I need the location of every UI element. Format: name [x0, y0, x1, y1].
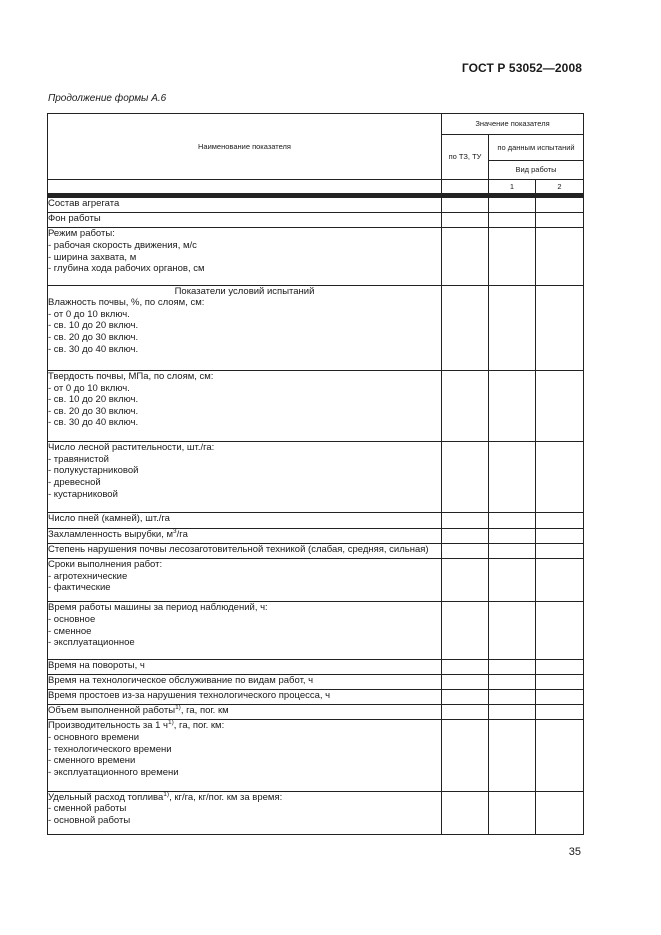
value-by-tz-cell[interactable] [442, 705, 489, 720]
table-row [48, 659, 584, 674]
indicator-name-cell [48, 528, 442, 543]
indicator-text-unit: /га [176, 528, 188, 540]
indicator-line: - полукустарниковой [48, 465, 139, 477]
form-caption: Продолжение формы А.6 [48, 93, 167, 104]
indicator-name-cell [48, 705, 442, 720]
table-row [48, 674, 584, 689]
value-work-2-cell[interactable] [536, 543, 584, 558]
indicator-line: - от 0 до 10 включ. [48, 308, 130, 320]
table-row [48, 720, 584, 791]
value-work-1-cell[interactable] [489, 228, 536, 285]
column-header-work-type: Вид работы [489, 161, 584, 180]
value-work-1-cell[interactable] [489, 513, 536, 528]
value-work-1-cell[interactable] [489, 370, 536, 441]
value-by-tz-cell[interactable] [442, 720, 489, 791]
indicator-line: - основное [48, 613, 96, 625]
indicator-line: Время на повороты, ч [48, 659, 145, 671]
indicator-line: Число лесной растительности, шт./га: [48, 442, 215, 454]
value-work-1-cell[interactable] [489, 674, 536, 689]
value-by-tz-cell[interactable] [442, 213, 489, 228]
indicator-line: Фон работы [48, 213, 101, 225]
value-work-1-cell[interactable] [489, 213, 536, 228]
indicator-text-unit: , кг/га, кг/пог. км за время: [169, 791, 283, 803]
indicator-line: - сменного времени [48, 755, 136, 767]
value-by-tz-cell[interactable] [442, 602, 489, 659]
value-work-1-cell[interactable] [489, 602, 536, 659]
indicator-line: - св. 10 до 20 включ. [48, 394, 139, 406]
indicator-name-cell [48, 559, 442, 602]
value-work-1-cell[interactable] [489, 690, 536, 705]
indicator-line: Сроки выполнения работ: [48, 559, 163, 571]
value-work-1-cell[interactable] [489, 543, 536, 558]
indicator-line: - эксплуатационное [48, 637, 135, 649]
value-by-tz-cell[interactable] [442, 659, 489, 674]
indicator-text: Степень нарушения почвы лесозаготовительной техникой (слабая, средняя, сильная) [48, 543, 429, 555]
indicator-line: - агротехнические [48, 570, 128, 582]
value-work-2-cell[interactable] [536, 690, 584, 705]
indicator-text [48, 792, 441, 804]
indicator-line: - технологического времени [48, 743, 172, 755]
table-row [48, 602, 584, 659]
indicator-text-unit: , га, пог. км [180, 705, 229, 717]
value-work-1-cell[interactable] [489, 285, 536, 370]
indicator-line: Время простоев из-за нарушения технологического процесса, ч [48, 690, 331, 701]
indicator-line: - древесной [48, 476, 101, 488]
value-by-tz-cell[interactable] [442, 543, 489, 558]
indicator-line: - глубина хода рабочих органов, см [48, 263, 205, 275]
footnote-marker: 3 [173, 527, 177, 535]
indicator-name-cell [48, 690, 442, 705]
indicator-line: - кустарниковой [48, 488, 118, 500]
indicator-name-cell [48, 674, 442, 689]
indicator-name-cell [48, 442, 442, 513]
indicator-name-cell [48, 228, 442, 285]
indicator-line: - от 0 до 10 включ. [48, 382, 130, 394]
value-by-tz-cell[interactable] [442, 198, 489, 213]
indicator-line: - св. 30 до 40 включ. [48, 343, 139, 355]
indicator-line: Твердость почвы, МПа, по слоям, см: [48, 370, 214, 382]
table-row [48, 370, 584, 441]
section-heading: Показатели условий испытаний [174, 285, 315, 297]
footnote-marker: 1) [175, 704, 181, 712]
indicator-text [48, 529, 441, 541]
value-work-2-cell[interactable] [536, 559, 584, 602]
indicator-line: Время на технологическое обслуживание по видам работ, ч [48, 674, 314, 686]
indicator-text-main: Удельный расход топлива [48, 791, 164, 803]
value-work-2-cell[interactable] [536, 213, 584, 228]
value-work-2-cell[interactable] [536, 513, 584, 528]
header-empty-cell [48, 180, 442, 194]
indicator-name-cell [48, 543, 442, 558]
value-work-2-cell[interactable] [536, 602, 584, 659]
value-work-1-cell[interactable] [489, 442, 536, 513]
value-work-1-cell[interactable] [489, 659, 536, 674]
table-row [48, 559, 584, 602]
indicator-line: - св. 20 до 30 включ. [48, 405, 139, 417]
value-work-2-cell[interactable] [536, 720, 584, 791]
indicator-text [48, 720, 441, 732]
table-body [48, 198, 584, 835]
value-work-2-cell[interactable] [536, 659, 584, 674]
indicator-line: - сменное [48, 625, 92, 637]
indicator-text-unit: , га, пог. км: [173, 720, 225, 732]
table-row [48, 543, 584, 558]
value-work-2-cell[interactable] [536, 198, 584, 213]
value-work-2-cell[interactable] [536, 705, 584, 720]
indicator-line: Режим работы: [48, 228, 115, 240]
value-work-1-cell[interactable] [489, 198, 536, 213]
table-row [48, 791, 584, 834]
indicator-line: - травянистой [48, 453, 109, 465]
value-work-2-cell[interactable] [536, 674, 584, 689]
column-header-by-test: по данным испытаний [489, 135, 584, 161]
indicator-line: Влажность почвы, %, по слоям, см: [48, 297, 205, 309]
indicator-name-cell [48, 513, 442, 528]
value-work-2-cell[interactable] [536, 791, 584, 834]
footnote-marker: 1) [163, 790, 170, 798]
table-row [48, 442, 584, 513]
indicator-name-cell [48, 602, 442, 659]
table-row [48, 513, 584, 528]
column-header-indicator-name: Наименование показателя [48, 114, 442, 180]
indicator-name-cell [48, 285, 442, 370]
indicator-line: - св. 10 до 20 включ. [48, 320, 139, 332]
header-empty-cell [442, 180, 489, 194]
indicator-name-cell [48, 198, 442, 213]
indicator-name-cell [48, 659, 442, 674]
indicator-line: - св. 20 до 30 включ. [48, 332, 139, 344]
table-row [48, 198, 584, 213]
table-row [48, 690, 584, 705]
indicator-line: - основной работы [48, 814, 131, 826]
indicator-line: Состав агрегата [48, 198, 120, 209]
table-row [48, 213, 584, 228]
footnote-marker: 1) [168, 719, 174, 727]
indicator-name-cell [48, 791, 442, 834]
value-by-tz-cell[interactable] [442, 513, 489, 528]
value-work-1-cell[interactable] [489, 528, 536, 543]
indicator-line: Время работы машины за период наблюдений, ч: [48, 602, 268, 614]
value-by-tz-cell[interactable] [442, 442, 489, 513]
value-by-tz-cell[interactable] [442, 674, 489, 689]
value-by-tz-cell[interactable] [442, 690, 489, 705]
value-by-tz-cell[interactable] [442, 285, 489, 370]
indicator-line: - св. 30 до 40 включ. [48, 417, 139, 429]
indicator-line: - рабочая скорость движения, м/с [48, 240, 197, 252]
table-row [48, 228, 584, 285]
value-work-2-cell[interactable] [536, 528, 584, 543]
column-header-work-1: 1 [489, 180, 536, 194]
column-header-indicator-value: Значение показателя [442, 114, 584, 135]
value-by-tz-cell[interactable] [442, 228, 489, 285]
value-work-2-cell[interactable] [536, 442, 584, 513]
value-work-2-cell[interactable] [536, 228, 584, 285]
table-row [48, 285, 584, 370]
value-by-tz-cell[interactable] [442, 528, 489, 543]
indicator-text-main: Производительность за 1 ч [48, 720, 168, 732]
value-by-tz-cell[interactable] [442, 791, 489, 834]
indicator-line: - основного времени [48, 732, 140, 744]
indicator-line: - ширина захвата, м [48, 251, 137, 263]
indicator-line: - сменной работы [48, 803, 127, 815]
indicator-name-cell [48, 213, 442, 228]
indicator-text-main: Объем выполненной работы [48, 705, 176, 717]
value-by-tz-cell[interactable] [442, 559, 489, 602]
table-row [48, 705, 584, 720]
indicator-line: Число пней (камней), шт./га [48, 513, 170, 525]
value-work-1-cell[interactable] [489, 791, 536, 834]
column-header-work-2: 2 [536, 180, 584, 194]
value-work-2-cell[interactable] [536, 370, 584, 441]
column-header-by-tz: по ТЗ, ТУ [442, 135, 489, 180]
indicator-line: - эксплуатационного времени [48, 766, 179, 778]
value-work-1-cell[interactable] [489, 559, 536, 602]
value-work-1-cell[interactable] [489, 705, 536, 720]
table-row [48, 528, 584, 543]
indicator-name-cell [48, 370, 442, 441]
indicator-text-main: Захламленность вырубки, м [48, 528, 174, 540]
indicator-line: - фактические [48, 582, 111, 594]
indicator-name-cell [48, 720, 442, 791]
indicator-text [48, 705, 441, 717]
value-work-1-cell[interactable] [489, 720, 536, 791]
value-work-2-cell[interactable] [536, 285, 584, 370]
document-code: ГОСТ Р 53052—2008 [461, 61, 582, 75]
indicator-table [47, 113, 584, 835]
page-number: 35 [568, 846, 581, 858]
value-by-tz-cell[interactable] [442, 370, 489, 441]
